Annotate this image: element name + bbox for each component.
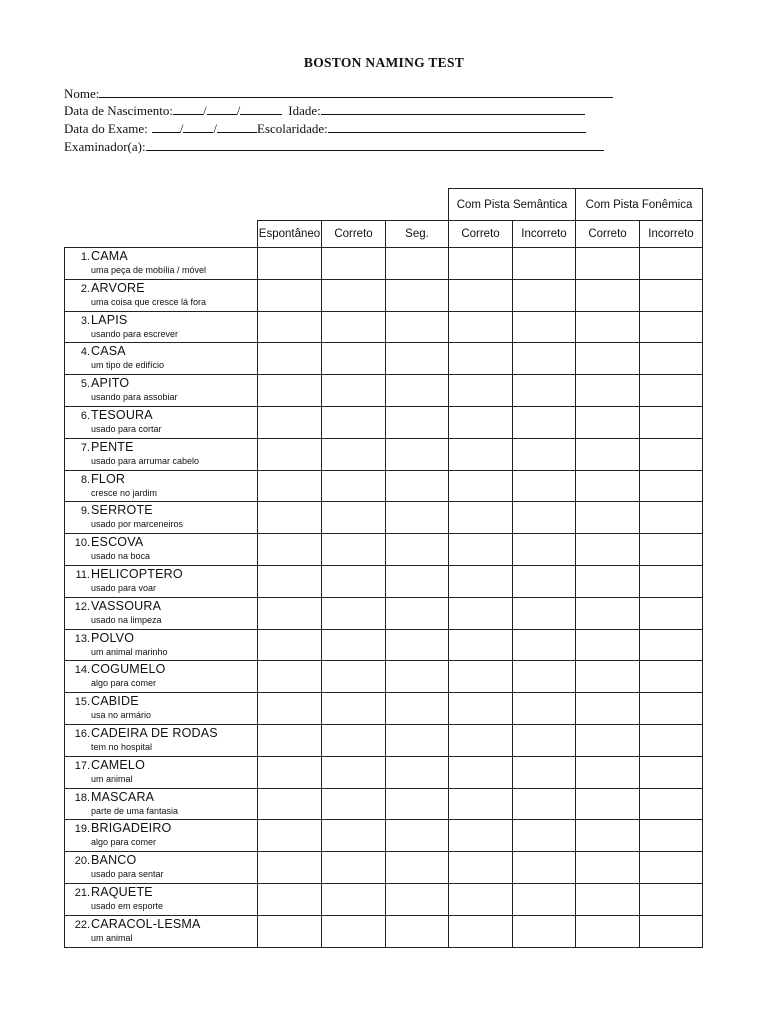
birthdate-label: Data de Nascimento: <box>64 103 174 118</box>
score-cell[interactable] <box>640 565 703 597</box>
score-cell[interactable] <box>513 534 576 566</box>
semantic-correct-header: Correto <box>449 221 513 248</box>
score-cell[interactable] <box>576 375 640 407</box>
score-cell[interactable] <box>513 629 576 661</box>
score-cell[interactable] <box>576 693 640 725</box>
item-number: 16. <box>74 727 90 740</box>
naming-test-table <box>64 188 703 948</box>
item-word: APITO <box>91 376 130 391</box>
item-word: PENTE <box>91 439 134 454</box>
score-cell[interactable] <box>576 470 640 502</box>
score-cell[interactable] <box>576 502 640 534</box>
score-cell[interactable] <box>449 629 513 661</box>
score-cell[interactable] <box>513 343 576 375</box>
score-cell[interactable] <box>640 597 703 629</box>
score-cell[interactable] <box>258 311 322 343</box>
item-label-cell <box>65 279 258 311</box>
item-number: 11. <box>75 568 90 581</box>
score-cell[interactable] <box>322 343 386 375</box>
table-row <box>65 565 703 597</box>
education-input-line[interactable] <box>328 119 586 133</box>
item-hint: usado para sentar <box>91 869 164 880</box>
item-number: 8. <box>80 473 90 486</box>
score-cell[interactable] <box>640 406 703 438</box>
item-number: 19. <box>74 823 90 836</box>
score-cell[interactable] <box>449 438 513 470</box>
examiner-row <box>64 137 604 155</box>
item-word: COGUMELO <box>91 662 166 677</box>
score-cell[interactable] <box>576 883 640 915</box>
score-cell[interactable] <box>386 852 449 884</box>
item-label-cell <box>65 661 258 693</box>
table-row <box>65 629 703 661</box>
item-word: CARACOL-LESMA <box>91 916 201 931</box>
score-cell[interactable] <box>322 661 386 693</box>
item-number: 1. <box>80 251 90 263</box>
item-hint: algo para comer <box>91 678 157 689</box>
table-row <box>65 375 703 407</box>
item-word: TESOURA <box>91 407 153 422</box>
score-cell[interactable] <box>576 756 640 788</box>
item-label-cell <box>65 470 258 502</box>
table-row <box>65 279 703 311</box>
item-label-cell <box>65 724 258 756</box>
item-word: CAMA <box>91 249 128 263</box>
correct-header: Correto <box>322 221 386 248</box>
item-number: 9. <box>80 505 90 518</box>
score-cell[interactable] <box>386 375 449 407</box>
item-word: FLOR <box>91 471 126 486</box>
item-label-cell <box>65 788 258 820</box>
score-cell[interactable] <box>576 597 640 629</box>
score-cell[interactable] <box>258 852 322 884</box>
item-label-cell <box>65 597 258 629</box>
score-cell[interactable] <box>513 756 576 788</box>
birth-year-line[interactable] <box>240 101 282 115</box>
score-cell[interactable] <box>386 693 449 725</box>
score-cell[interactable] <box>576 629 640 661</box>
name-row <box>64 84 613 102</box>
score-cell[interactable] <box>513 470 576 502</box>
item-label-cell <box>65 915 258 947</box>
item-hint: usando para assobiar <box>91 392 178 403</box>
score-cell[interactable] <box>386 661 449 693</box>
score-cell[interactable] <box>513 406 576 438</box>
score-cell[interactable] <box>513 788 576 820</box>
table-row <box>65 311 703 343</box>
table-row <box>65 915 703 947</box>
score-cell[interactable] <box>386 629 449 661</box>
score-cell[interactable] <box>449 279 513 311</box>
name-input-line[interactable] <box>99 84 613 98</box>
score-cell[interactable] <box>386 820 449 852</box>
table-row <box>65 248 703 280</box>
score-cell[interactable] <box>258 661 322 693</box>
item-number: 14. <box>74 664 90 677</box>
item-number: 10. <box>74 537 90 550</box>
score-cell[interactable] <box>386 406 449 438</box>
score-cell[interactable] <box>322 852 386 884</box>
semantic-incorrect-header: Incorreto <box>513 221 576 248</box>
score-cell[interactable] <box>640 788 703 820</box>
score-cell[interactable] <box>513 915 576 947</box>
score-cell[interactable] <box>258 375 322 407</box>
score-cell[interactable] <box>322 406 386 438</box>
phonemic-correct-header: Correto <box>576 221 640 248</box>
score-cell[interactable] <box>640 820 703 852</box>
exam-day-line[interactable] <box>152 119 180 133</box>
score-cell[interactable] <box>258 724 322 756</box>
score-cell[interactable] <box>576 438 640 470</box>
item-label-cell <box>65 375 258 407</box>
item-number: 12. <box>74 600 90 613</box>
item-hint: parte de uma fantasia <box>91 805 179 816</box>
table-row <box>65 502 703 534</box>
score-cell[interactable] <box>640 279 703 311</box>
semantic-cue-header: Com Pista Semântica <box>449 189 576 221</box>
table-row <box>65 661 703 693</box>
score-cell[interactable] <box>513 279 576 311</box>
score-cell[interactable] <box>640 248 703 280</box>
score-cell[interactable] <box>449 852 513 884</box>
table-row <box>65 597 703 629</box>
score-cell[interactable] <box>449 534 513 566</box>
score-cell[interactable] <box>576 248 640 280</box>
item-number: 4. <box>80 346 90 359</box>
score-cell[interactable] <box>258 756 322 788</box>
score-cell[interactable] <box>258 470 322 502</box>
score-cell[interactable] <box>640 438 703 470</box>
item-word: ESCOVA <box>91 535 144 550</box>
score-cell[interactable] <box>576 565 640 597</box>
score-cell[interactable] <box>449 311 513 343</box>
score-cell[interactable] <box>640 375 703 407</box>
score-cell[interactable] <box>513 502 576 534</box>
score-cell[interactable] <box>513 693 576 725</box>
score-cell[interactable] <box>640 883 703 915</box>
score-cell[interactable] <box>449 502 513 534</box>
score-cell[interactable] <box>322 724 386 756</box>
score-cell[interactable] <box>258 438 322 470</box>
education-label: Escolaridade: <box>257 121 328 136</box>
score-cell[interactable] <box>513 311 576 343</box>
score-cell[interactable] <box>386 311 449 343</box>
exam-date-label: Data do Exame: <box>64 121 148 136</box>
score-cell[interactable] <box>258 915 322 947</box>
item-hint: um animal marinho <box>91 646 168 657</box>
score-cell[interactable] <box>449 406 513 438</box>
score-cell[interactable] <box>386 279 449 311</box>
item-hint: cresce no jardim <box>91 487 158 498</box>
score-cell[interactable] <box>576 661 640 693</box>
score-cell[interactable] <box>258 629 322 661</box>
birth-month-line[interactable] <box>207 101 237 115</box>
exam-date-row <box>64 119 586 137</box>
item-word: SERROTE <box>91 503 153 518</box>
score-cell[interactable] <box>576 534 640 566</box>
item-hint: um animal <box>91 932 133 943</box>
item-hint: uma peça de mobília / móvel <box>91 265 207 275</box>
score-cell[interactable] <box>640 534 703 566</box>
score-cell[interactable] <box>640 724 703 756</box>
score-cell[interactable] <box>322 534 386 566</box>
score-cell[interactable] <box>576 820 640 852</box>
score-cell[interactable] <box>322 629 386 661</box>
score-cell[interactable] <box>258 502 322 534</box>
item-word: VASSOURA <box>91 598 162 613</box>
birth-day-line[interactable] <box>173 101 203 115</box>
item-hint: usado para arrumar cabelo <box>91 455 200 466</box>
item-hint: usado por marceneiros <box>91 519 184 530</box>
score-cell[interactable] <box>640 661 703 693</box>
item-word: CAMELO <box>91 757 145 772</box>
score-cell[interactable] <box>449 661 513 693</box>
score-cell[interactable] <box>640 693 703 725</box>
birthdate-row <box>64 101 585 119</box>
score-cell[interactable] <box>386 756 449 788</box>
table-row <box>65 693 703 725</box>
score-cell[interactable] <box>258 534 322 566</box>
item-word: BANCO <box>91 853 137 868</box>
score-cell[interactable] <box>513 565 576 597</box>
item-number: 18. <box>74 791 90 804</box>
score-cell[interactable] <box>449 915 513 947</box>
score-cell[interactable] <box>258 248 322 280</box>
score-cell[interactable] <box>322 788 386 820</box>
item-number: 17. <box>74 759 90 772</box>
item-number: 21. <box>74 886 90 899</box>
item-label-cell <box>65 343 258 375</box>
item-number: 15. <box>74 696 90 709</box>
score-cell[interactable] <box>322 756 386 788</box>
name-label: Nome: <box>64 86 100 101</box>
item-hint: usado para voar <box>91 582 157 593</box>
item-hint: tem no hospital <box>91 741 153 752</box>
item-hint: usa no armário <box>91 710 152 721</box>
score-cell[interactable] <box>513 375 576 407</box>
score-cell[interactable] <box>449 470 513 502</box>
score-cell[interactable] <box>258 565 322 597</box>
score-cell[interactable] <box>449 724 513 756</box>
slash: / <box>179 121 184 136</box>
table-row <box>65 470 703 502</box>
item-label-cell <box>65 406 258 438</box>
table-row <box>65 788 703 820</box>
score-cell[interactable] <box>386 597 449 629</box>
item-word: ARVORE <box>91 280 145 295</box>
score-cell[interactable] <box>386 470 449 502</box>
item-word: RAQUETE <box>91 884 153 899</box>
item-number: 13. <box>74 632 90 645</box>
item-hint: um tipo de edifício <box>91 360 165 371</box>
item-hint: usando para escrever <box>91 328 179 339</box>
score-cell[interactable] <box>449 375 513 407</box>
item-word: CABIDE <box>91 694 139 709</box>
item-number: 6. <box>80 409 90 422</box>
table-row <box>65 534 703 566</box>
score-cell[interactable] <box>258 406 322 438</box>
score-cell[interactable] <box>640 470 703 502</box>
score-cell[interactable] <box>449 756 513 788</box>
score-cell[interactable] <box>322 883 386 915</box>
score-cell[interactable] <box>576 915 640 947</box>
item-hint: usado em esporte <box>91 900 164 911</box>
score-cell[interactable] <box>258 343 322 375</box>
item-hint: uma coisa que cresce lá fora <box>91 296 207 307</box>
score-cell[interactable] <box>449 788 513 820</box>
item-word: CADEIRA DE RODAS <box>91 725 218 740</box>
table-row <box>65 820 703 852</box>
item-hint: usado para cortar <box>91 423 162 434</box>
score-cell[interactable] <box>386 534 449 566</box>
slash: / <box>236 103 241 118</box>
age-label: Idade: <box>288 103 321 118</box>
slash: / <box>203 103 207 118</box>
score-cell[interactable] <box>386 788 449 820</box>
score-cell[interactable] <box>513 724 576 756</box>
score-cell[interactable] <box>449 820 513 852</box>
score-cell[interactable] <box>386 565 449 597</box>
score-cell[interactable] <box>640 915 703 947</box>
score-cell[interactable] <box>576 852 640 884</box>
item-label-cell <box>65 248 258 280</box>
page-title: BOSTON NAMING TEST <box>303 55 465 70</box>
score-cell[interactable] <box>386 883 449 915</box>
item-label-cell <box>65 502 258 534</box>
score-cell[interactable] <box>322 438 386 470</box>
item-label-cell <box>65 693 258 725</box>
score-cell[interactable] <box>322 375 386 407</box>
phonemic-incorrect-header: Incorreto <box>640 221 703 248</box>
score-cell[interactable] <box>322 279 386 311</box>
score-cell[interactable] <box>640 629 703 661</box>
exam-year-line[interactable] <box>217 119 257 133</box>
item-hint: usado na limpeza <box>91 614 162 625</box>
score-cell[interactable] <box>640 311 703 343</box>
item-word: LAPIS <box>91 312 128 327</box>
item-label-cell <box>65 311 258 343</box>
item-label-cell <box>65 565 258 597</box>
score-cell[interactable] <box>449 343 513 375</box>
seg-header: Seg. <box>386 221 449 248</box>
score-cell[interactable] <box>576 343 640 375</box>
spontaneous-header: Espontâneo <box>258 221 322 248</box>
score-cell[interactable] <box>576 406 640 438</box>
score-cell[interactable] <box>322 820 386 852</box>
score-cell[interactable] <box>258 883 322 915</box>
score-cell[interactable] <box>513 438 576 470</box>
item-number: 3. <box>80 314 90 327</box>
score-cell[interactable] <box>640 852 703 884</box>
score-cell[interactable] <box>386 724 449 756</box>
table-row <box>65 343 703 375</box>
score-cell[interactable] <box>386 343 449 375</box>
item-number: 5. <box>80 378 90 391</box>
item-label-cell <box>65 629 258 661</box>
score-cell[interactable] <box>258 279 322 311</box>
exam-month-line[interactable] <box>183 119 213 133</box>
score-cell[interactable] <box>386 248 449 280</box>
score-cell[interactable] <box>513 820 576 852</box>
score-cell[interactable] <box>449 565 513 597</box>
item-number: 2. <box>80 282 90 295</box>
item-label-cell <box>65 756 258 788</box>
item-hint: algo para comer <box>91 837 157 848</box>
score-cell[interactable] <box>258 597 322 629</box>
score-cell[interactable] <box>258 788 322 820</box>
item-number: 22. <box>74 918 90 931</box>
examiner-input-line[interactable] <box>146 137 604 151</box>
table-row <box>65 406 703 438</box>
table-row <box>65 852 703 884</box>
table-row <box>65 438 703 470</box>
item-word: CASA <box>91 344 126 359</box>
score-cell[interactable] <box>322 565 386 597</box>
slash: / <box>213 121 217 136</box>
examiner-label: Examinador(a): <box>64 139 146 154</box>
score-cell[interactable] <box>640 756 703 788</box>
table-row <box>65 756 703 788</box>
score-cell[interactable] <box>258 820 322 852</box>
score-cell[interactable] <box>322 248 386 280</box>
item-word: POLVO <box>91 630 135 645</box>
score-cell[interactable] <box>576 788 640 820</box>
age-input-line[interactable] <box>321 101 585 115</box>
score-cell[interactable] <box>449 883 513 915</box>
score-cell[interactable] <box>513 597 576 629</box>
table-row <box>65 724 703 756</box>
score-cell[interactable] <box>576 724 640 756</box>
phonemic-cue-header: Com Pista Fonêmica <box>576 189 703 221</box>
score-cell[interactable] <box>640 343 703 375</box>
score-cell[interactable] <box>322 597 386 629</box>
score-cell[interactable] <box>513 883 576 915</box>
score-cell[interactable] <box>513 248 576 280</box>
score-cell[interactable] <box>386 502 449 534</box>
score-cell[interactable] <box>322 693 386 725</box>
item-label-cell <box>65 438 258 470</box>
item-label-cell <box>65 534 258 566</box>
score-cell[interactable] <box>322 502 386 534</box>
item-word: MASCARA <box>91 789 155 804</box>
score-cell[interactable] <box>322 470 386 502</box>
score-cell[interactable] <box>322 311 386 343</box>
score-cell[interactable] <box>513 661 576 693</box>
item-word: HELICOPTERO <box>91 566 183 581</box>
score-cell[interactable] <box>322 915 386 947</box>
item-label-cell <box>65 820 258 852</box>
score-cell[interactable] <box>513 852 576 884</box>
item-number: 7. <box>80 441 90 454</box>
score-cell[interactable] <box>386 915 449 947</box>
score-cell[interactable] <box>640 502 703 534</box>
score-cell[interactable] <box>449 597 513 629</box>
item-hint: usado na boca <box>91 551 151 562</box>
table-row <box>65 883 703 915</box>
item-label-cell <box>65 852 258 884</box>
item-hint: um animal <box>91 773 133 784</box>
score-cell[interactable] <box>449 248 513 280</box>
score-cell[interactable] <box>576 279 640 311</box>
item-word: BRIGADEIRO <box>91 821 172 836</box>
item-label-cell <box>65 883 258 915</box>
score-cell[interactable] <box>449 693 513 725</box>
score-cell[interactable] <box>258 693 322 725</box>
item-number: 20. <box>74 855 90 868</box>
score-cell[interactable] <box>386 438 449 470</box>
score-cell[interactable] <box>576 311 640 343</box>
